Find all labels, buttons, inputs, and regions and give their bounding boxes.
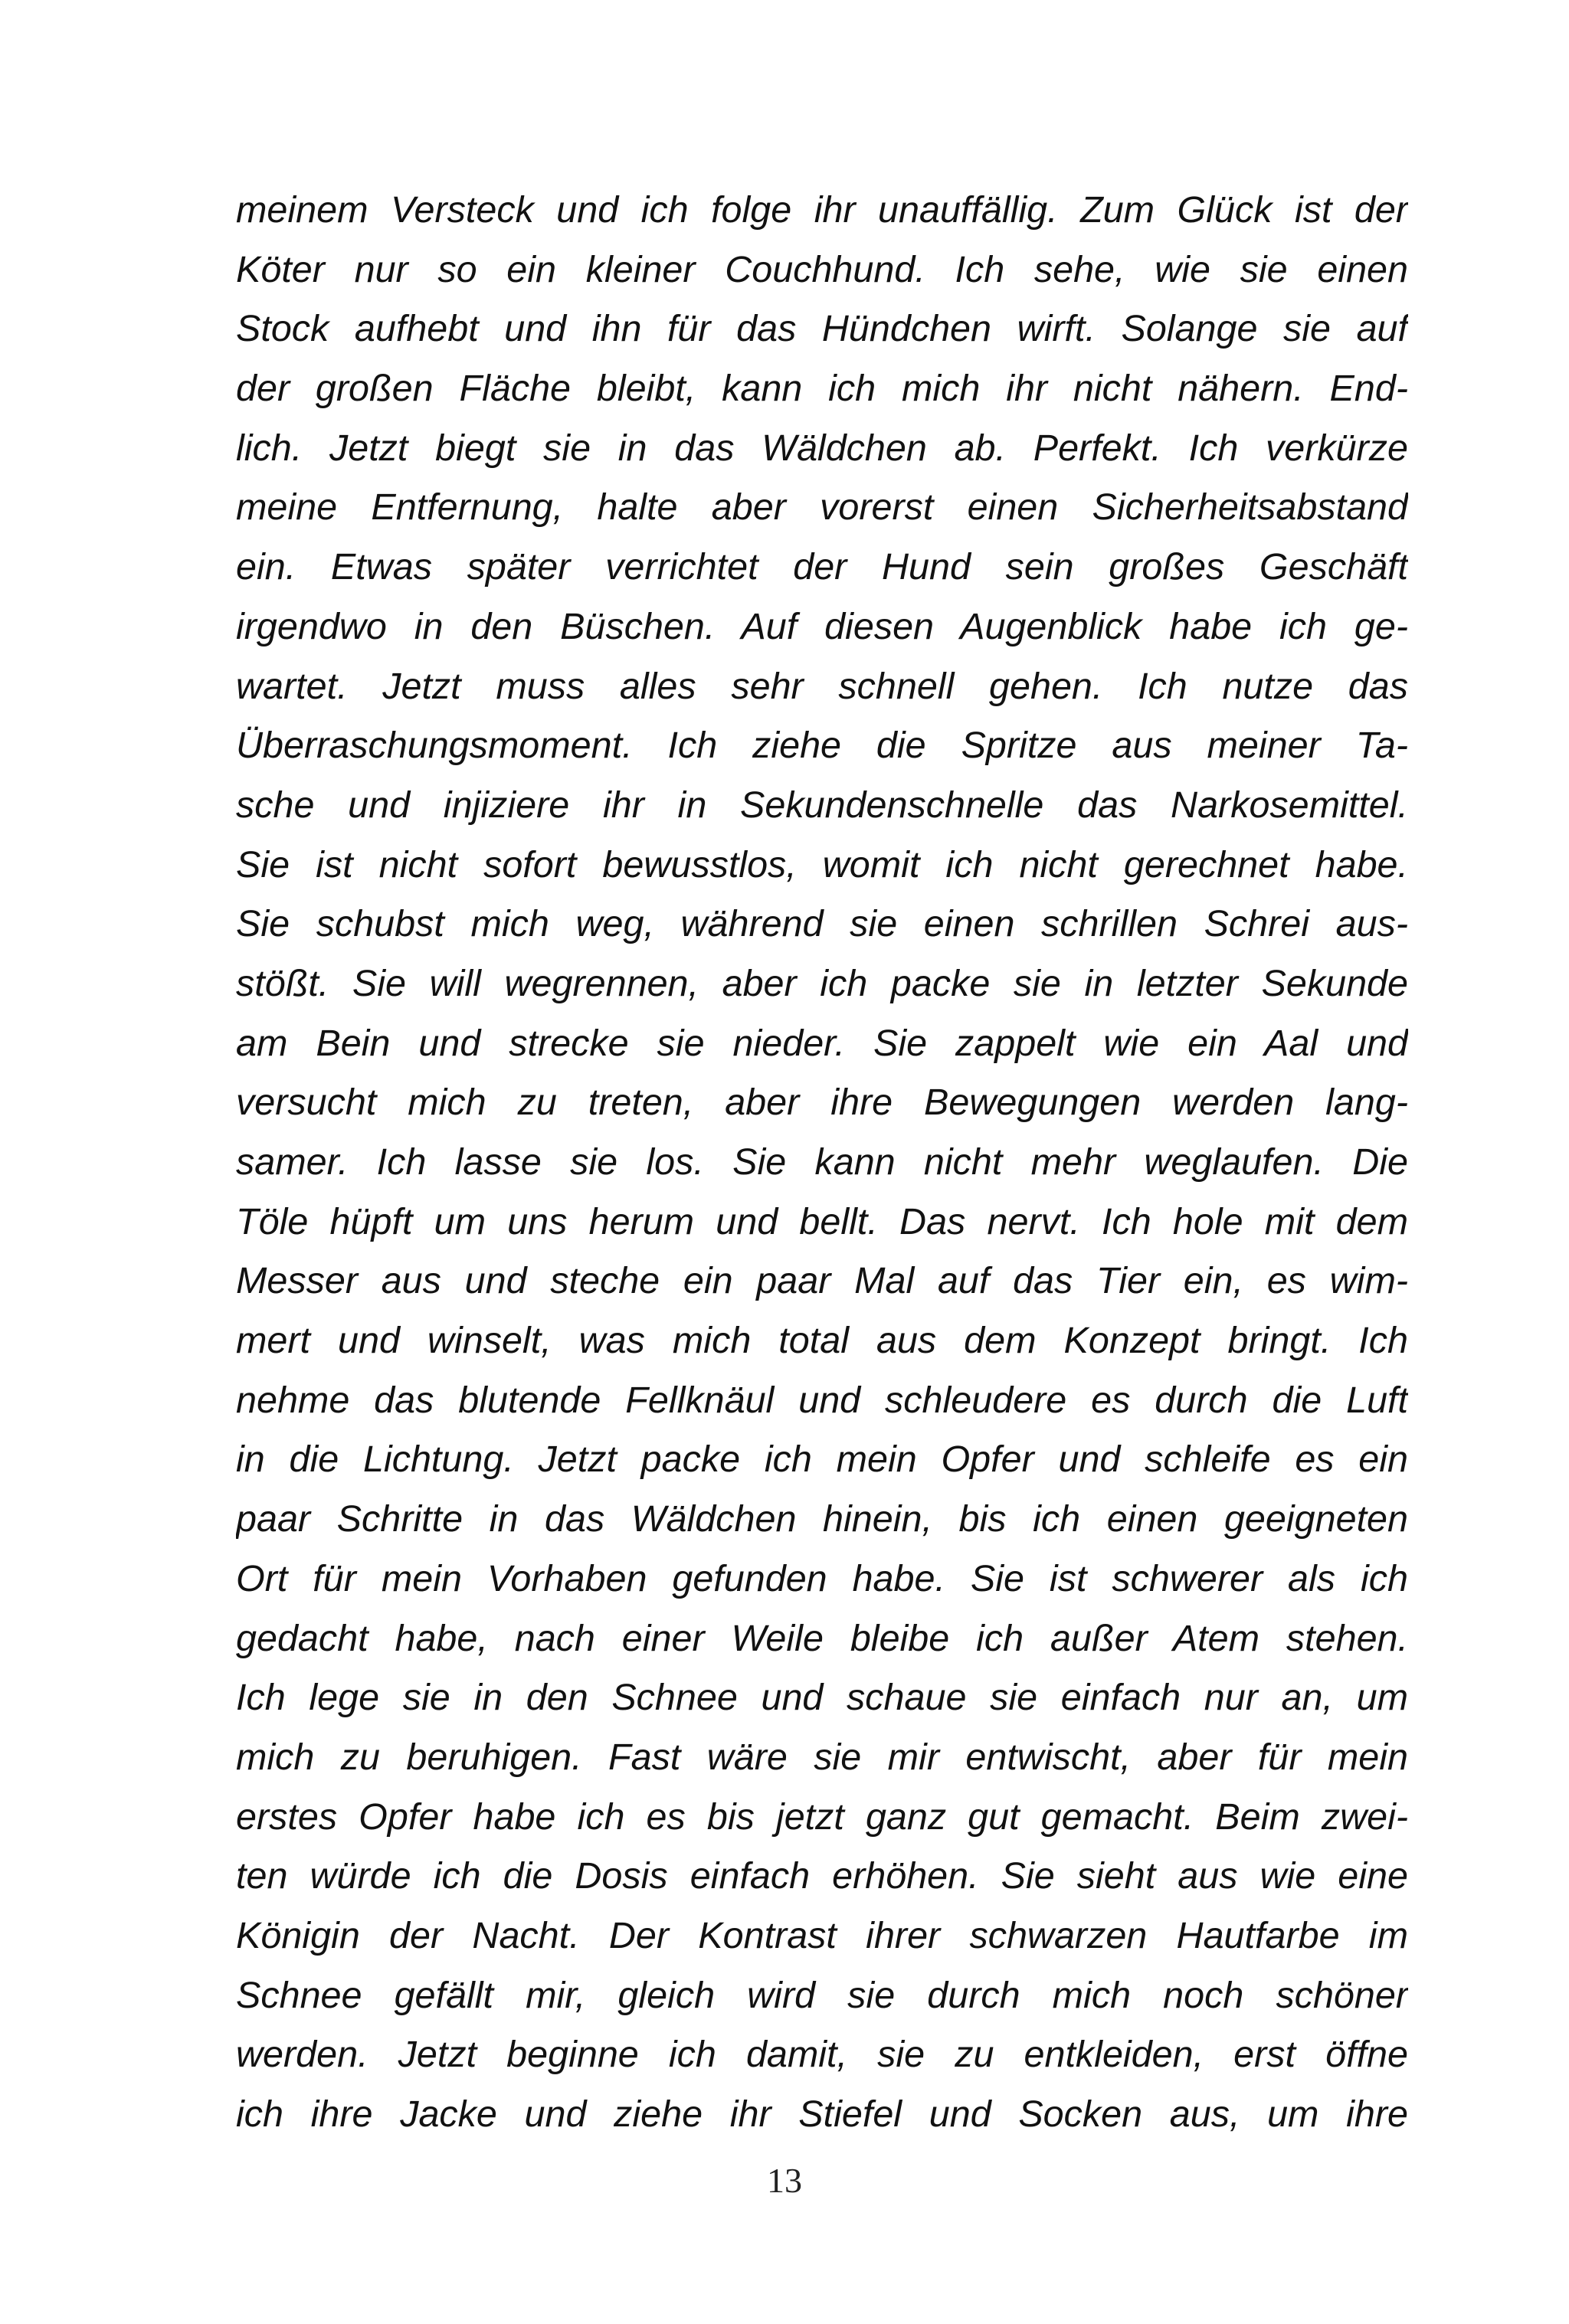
text-line: stößt. Sie will wegrennen, aber ich packe sie in letzter Sekunde xyxy=(236,962,1408,1004)
text-line: ten würde ich die Dosis einfach erhöhen. Sie sieht aus wie eine xyxy=(236,1855,1408,1897)
text-line: mich zu beruhigen. Fast wäre sie mir entwischt, aber für mein xyxy=(236,1736,1408,1778)
text-line: der großen Fläche bleibt, kann ich mich ihr nicht nähern. End- xyxy=(236,368,1408,410)
text-line: wartet. Jetzt muss alles sehr schnell gehen. Ich nutze das xyxy=(236,665,1408,707)
text-line: Ort für mein Vorhaben gefunden habe. Sie ist schwerer als ich xyxy=(236,1557,1408,1599)
text-line: paar Schritte in das Wäldchen hinein, bis ich einen geeigneten xyxy=(236,1498,1408,1540)
text-line: am Bein und strecke sie nieder. Sie zappelt wie ein Aal und xyxy=(236,1022,1408,1064)
text-line: mert und winselt, was mich total aus dem Konzept bringt. Ich xyxy=(236,1320,1408,1362)
text-line: nehme das blutende Fellknäul und schleudere es durch die Luft xyxy=(236,1379,1408,1421)
text-line: versucht mich zu treten, aber ihre Bewegungen werden lang- xyxy=(236,1082,1408,1124)
text-line: in die Lichtung. Jetzt packe ich mein Opfer und schleife es ein xyxy=(236,1439,1408,1481)
text-line: ich ihre Jacke und ziehe ihr Stiefel und Socken aus, um ihre xyxy=(236,2093,1408,2135)
text-line: meine Entfernung, halte aber vorerst einen Sicherheitsabstand xyxy=(236,486,1408,529)
text-line: Schnee gefällt mir, gleich wird sie durch mich noch schöner xyxy=(236,1974,1408,2016)
text-line: irgendwo in den Büschen. Auf diesen Augenblick habe ich ge- xyxy=(236,605,1408,647)
body-text xyxy=(236,181,1408,2145)
text-line: Töle hüpft um uns herum und bellt. Das nervt. Ich hole mit dem xyxy=(236,1200,1408,1242)
text-line: Ich lege sie in den Schnee und schaue sie einfach nur an, um xyxy=(236,1677,1408,1719)
text-line: samer. Ich lasse sie los. Sie kann nicht mehr weglaufen. Die xyxy=(236,1141,1408,1183)
text-line: Messer aus und steche ein paar Mal auf das Tier ein, es wim- xyxy=(236,1260,1408,1302)
page-number: 13 xyxy=(767,2161,802,2200)
text-line: lich. Jetzt biegt sie in das Wäldchen ab. Perfekt. Ich verkürze xyxy=(236,427,1408,469)
text-line: meinem Versteck und ich folge ihr unauffällig. Zum Glück ist der xyxy=(236,189,1408,231)
text-line: Überraschungsmoment. Ich ziehe die Spritze aus meiner Ta- xyxy=(236,725,1408,767)
text-line: sche und injiziere ihr in Sekundenschnelle das Narkosemittel. xyxy=(236,784,1408,826)
text-line: Sie schubst mich weg, während sie einen schrillen Schrei aus- xyxy=(236,903,1408,945)
text-line: ein. Etwas später verrichtet der Hund sein großes Geschäft xyxy=(236,546,1408,588)
text-line: werden. Jetzt beginne ich damit, sie zu entkleiden, erst öffne xyxy=(236,2034,1408,2076)
text-line: erstes Opfer habe ich es bis jetzt ganz gut gemacht. Beim zwei- xyxy=(236,1795,1408,1838)
text-line: Stock aufhebt und ihn für das Hündchen wirft. Solange sie auf xyxy=(236,308,1408,350)
text-line: Königin der Nacht. Der Kontrast ihrer schwarzen Hautfarbe im xyxy=(236,1914,1408,1956)
text-line: Köter nur so ein kleiner Couchhund. Ich sehe, wie sie einen xyxy=(236,248,1408,290)
text-line: Sie ist nicht sofort bewusstlos, womit ich nicht gerechnet habe. xyxy=(236,843,1408,885)
text-line: gedacht habe, nach einer Weile bleibe ich außer Atem stehen. xyxy=(236,1617,1408,1659)
